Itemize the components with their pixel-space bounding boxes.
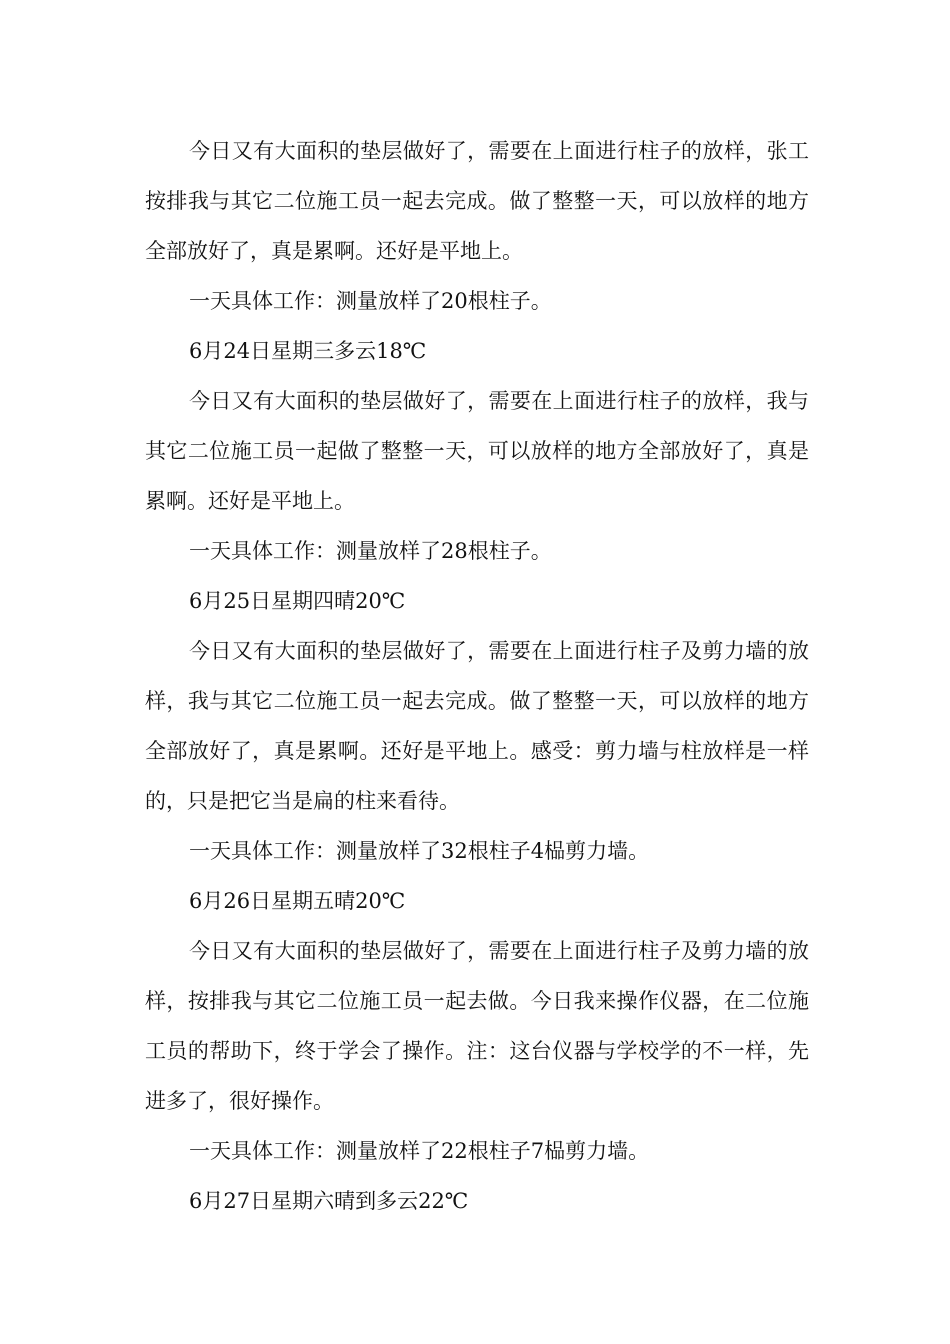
- paragraph: 一天具体工作：测量放样了22根柱子7榀剪力墙。: [189, 1139, 650, 1163]
- paragraph: 一天具体工作：测量放样了20根柱子。: [189, 289, 552, 313]
- date-heading: 6月24日星期三多云18℃: [189, 339, 427, 363]
- paragraph: 今日又有大面积的垫层做好了，需要在上面进行柱子的放样，我与其它二位施工员一起做了整整一天，可以放样的地方全部放好了，真是累啊。还好是平地上。: [145, 389, 809, 513]
- date-heading: 6月25日星期四晴20℃: [189, 589, 406, 613]
- paragraph: 一天具体工作：测量放样了28根柱子。: [189, 539, 552, 563]
- date-heading: 6月27日星期六晴到多云22℃: [189, 1189, 469, 1213]
- paragraph: 今日又有大面积的垫层做好了，需要在上面进行柱子及剪力墙的放样，按排我与其它二位施工员一起去做。今日我来操作仪器，在二位施工员的帮助下，终于学会了操作。注：这台仪器与学校学的不一样，先进多了，很好操作。: [145, 939, 809, 1113]
- document-body: [145, 126, 809, 1226]
- paragraph: 一天具体工作：测量放样了32根柱子4榀剪力墙。: [189, 839, 650, 863]
- paragraph: 今日又有大面积的垫层做好了，需要在上面进行柱子的放样，张工按排我与其它二位施工员一起去完成。做了整整一天，可以放样的地方全部放好了，真是累啊。还好是平地上。: [145, 139, 809, 263]
- paragraph: 今日又有大面积的垫层做好了，需要在上面进行柱子及剪力墙的放样，我与其它二位施工员一起去完成。做了整整一天，可以放样的地方全部放好了，真是累啊。还好是平地上。感受：剪力墙与柱放样是一样的，只是把它当是扁的柱来看待。: [145, 639, 809, 813]
- date-heading: 6月26日星期五晴20℃: [189, 889, 406, 913]
